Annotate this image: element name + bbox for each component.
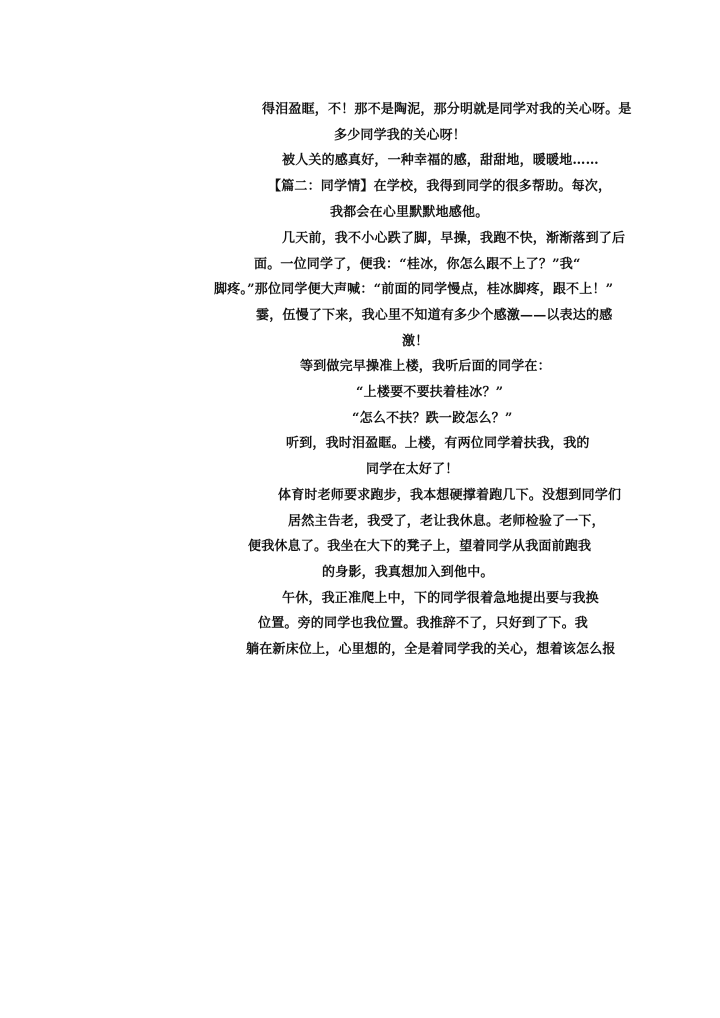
text-line: 多少同学我的关心呀！ — [334, 128, 467, 143]
text-line: 被人关的感真好，一种幸福的感，甜甜地，暖暖地…… — [282, 153, 599, 168]
text-line: 得泪盈眶，不！那不是陶泥，那分明就是同学对我的关心呀。是 — [262, 102, 632, 117]
text-line: 的身影，我真想加入到他中。 — [322, 565, 494, 580]
text-line: 【篇二：同学情】在学校，我得到同学的很多帮助。每次， — [268, 179, 612, 194]
text-line: 面。一位同学了，便我：“桂冰，你怎么跟不上了？”我“ — [254, 257, 581, 272]
text-line: 几天前，我不小心跌了脚，早操，我跑不快，渐渐落到了后 — [282, 231, 626, 246]
text-line: 体育时老师要求跑步，我本想硬撑着跑几下。没想到同学们 — [278, 488, 622, 503]
text-line: 听到，我时泪盈眶。上楼，有两位同学着扶我，我的 — [286, 436, 590, 451]
text-line: 便我休息了。我坐在大下的凳子上，望着同学从我面前跑我 — [248, 539, 592, 554]
text-line: 激！ — [402, 334, 429, 349]
text-line: 等到做完早操准上楼，我听后面的同学在： — [300, 359, 551, 374]
text-line: 同学在太好了！ — [366, 462, 459, 477]
text-line: 居然主告老，我受了，老让我休息。老师检验了一下， — [288, 514, 605, 529]
text-line: 霎，伍慢了下来，我心里不知道有多少个感激——以表达的感 — [256, 308, 613, 323]
text-line: 躺在新床位上，心里想的，全是着同学我的关心，想着该怎么报 — [246, 642, 616, 657]
text-line: 午休，我正准爬上中，下的同学很着急地提出要与我换 — [282, 591, 599, 606]
text-line: “怎么不扶？跌一跤怎么？” — [352, 411, 513, 426]
text-line: 位置。旁的同学也我位置。我推辞不了，只好到了下。我 — [258, 616, 589, 631]
text-line: 我都会在心里默默地感他。 — [330, 205, 489, 220]
text-line: 脚疼。”那位同学便大声喊：“前面的同学慢点，桂冰脚疼，跟不上！” — [214, 282, 614, 297]
text-line: “上楼要不要扶着桂冰？” — [356, 385, 504, 400]
